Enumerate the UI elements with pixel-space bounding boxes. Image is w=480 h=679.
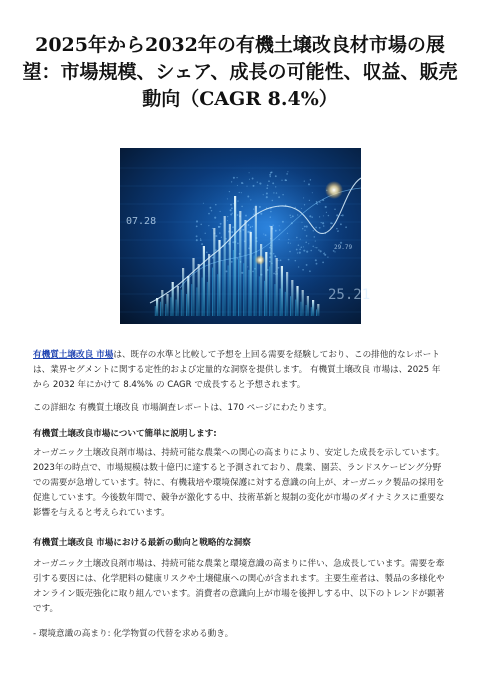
hero-bar-shadow	[196, 287, 197, 316]
hero-bar	[198, 264, 200, 316]
hero-bar-shadow	[311, 307, 312, 316]
hero-bar-shadow	[155, 306, 156, 316]
hero-bar-shadow	[228, 265, 229, 316]
hero-bar-shadow	[274, 284, 275, 316]
hero-bar-shadow	[202, 278, 203, 317]
hero-bar	[302, 290, 304, 316]
market-link[interactable]: 有機質土壌改良 市場	[33, 350, 114, 360]
hero-label-left: 07.28	[126, 216, 157, 227]
hero-bar-shadow	[176, 300, 177, 317]
hero-bar	[296, 286, 298, 316]
hero-bar-shadow	[186, 294, 187, 316]
hero-glow-point-small	[255, 255, 265, 265]
hero-bar-shadow	[207, 282, 208, 316]
hero-bar-shadow	[222, 261, 223, 316]
hero-bar	[203, 246, 205, 316]
hero-bar	[312, 300, 314, 316]
hero-bar-shadow	[290, 296, 291, 316]
hero-bar-shadow	[160, 302, 161, 316]
hero-bar-shadow	[243, 263, 244, 316]
hero-bar	[208, 254, 210, 316]
hero-bar	[172, 282, 174, 316]
hero-bar	[166, 294, 168, 316]
hero-bar	[156, 298, 158, 316]
hero-bar-shadow	[269, 267, 270, 317]
hero-bar	[187, 276, 189, 316]
hero-bar-shadow	[254, 256, 255, 317]
hero-bar-shadow	[170, 297, 171, 316]
hero-bar-shadow	[233, 250, 234, 316]
trends-paragraph: オーガニック土壌改良剤市場は、持続可能な農業と環境意識の高まりに伴い、急成長しています。需要を牽引する要因には、化学肥料の健康リスクや土壌健康への関心が含まれます。主要生産者は、製品の多様化やオンライン販売強化に取り組んでいます。消費者の意識向上が市場を後押しする中、以下のトレンドが顕著です。	[33, 559, 445, 614]
hero-bar	[265, 252, 267, 316]
hero-bar-shadow	[191, 284, 192, 316]
intro-text: は、既存の水準と比較して予想を上回る需要を経験しており、この排他的なレポートは、業界セグメントに関する定性的および定量的な洞察を提供します。 有機質土壌改良 市場は、2025 年から 2032 年にかけて 8.4%% の CAGR で成長すると予想されます。	[33, 350, 441, 390]
hero-label-right: 25.21	[328, 287, 371, 303]
hero-bar	[317, 304, 319, 316]
hero-bar-shadow	[238, 258, 239, 316]
hero-bar-shadow	[280, 289, 281, 317]
trend-bullet: - 環境意識の高まり: 化学物質の代替を求める動き。	[33, 629, 234, 639]
hero-bar	[177, 286, 179, 316]
hero-bar	[224, 216, 226, 316]
hero-label-mid: 29.79	[334, 244, 353, 251]
hero-bar-shadow	[181, 290, 182, 316]
hero-bar-shadow	[248, 270, 249, 316]
overview-heading: 有機質土壌改良市場について簡単に説明します:	[33, 429, 217, 439]
hero-glow-point	[325, 181, 343, 199]
hero-bar-shadow	[264, 281, 265, 316]
hero-bar	[218, 240, 220, 316]
hero-bar	[260, 244, 262, 316]
hero-bar	[307, 296, 309, 316]
hero-bar	[281, 266, 283, 316]
hero-bar-shadow	[165, 304, 166, 316]
trends-heading: 有機質土壌改良 市場における最新の動向と戦略的な洞察	[33, 538, 251, 548]
hero-bar-shadow	[306, 305, 307, 316]
hero-bar-shadow	[285, 292, 286, 316]
hero-bar-shadow	[316, 309, 317, 316]
hero-bar-shadow	[212, 268, 213, 316]
hero-bar	[192, 258, 194, 316]
intro-paragraph	[33, 348, 447, 393]
overview-paragraph: オーガニック土壌改良剤市場は、持続可能な農業への関心の高まりにより、安定した成長を示しています。2023年の時点で、市場規模は数十億円に達すると予測されており、農業、園芸、ランドスケーピング分野での需要が急増しています。特に、有機栽培や環境保護に対する意識の向上が、オーガニック製品の採用を促進しています。今後数年間で、競争が激化する中、技術革新と規制の変化が市場のダイナミクスに重要な影響を与えると考えられています。	[33, 448, 445, 518]
hero-bar	[234, 196, 236, 316]
hero-bar-shadow	[300, 302, 301, 316]
pages-note: この詳細な 有機質土壌改良 市場調査レポートは、170 ページにわたります。	[33, 403, 332, 413]
hero-bar	[286, 272, 288, 316]
hero-bar-shadow	[295, 300, 296, 317]
hero-bar	[161, 290, 163, 316]
hero-bar	[182, 268, 184, 316]
hero-bar	[250, 232, 252, 316]
hero-bar	[291, 280, 293, 316]
hero-bar	[213, 228, 215, 316]
hero-bar	[270, 226, 272, 316]
document-title: 2025年から2032年の有機土壌改良材市場の展望：市場規模、シェア、成長の可能性、収益、販売動向（CAGR 8.4%）	[22, 34, 458, 110]
hero-bar	[244, 220, 246, 316]
hero-image	[120, 148, 371, 324]
hero-bar	[276, 258, 278, 316]
hero-bar-shadow	[217, 274, 218, 316]
hero-bar-shadow	[259, 276, 260, 316]
